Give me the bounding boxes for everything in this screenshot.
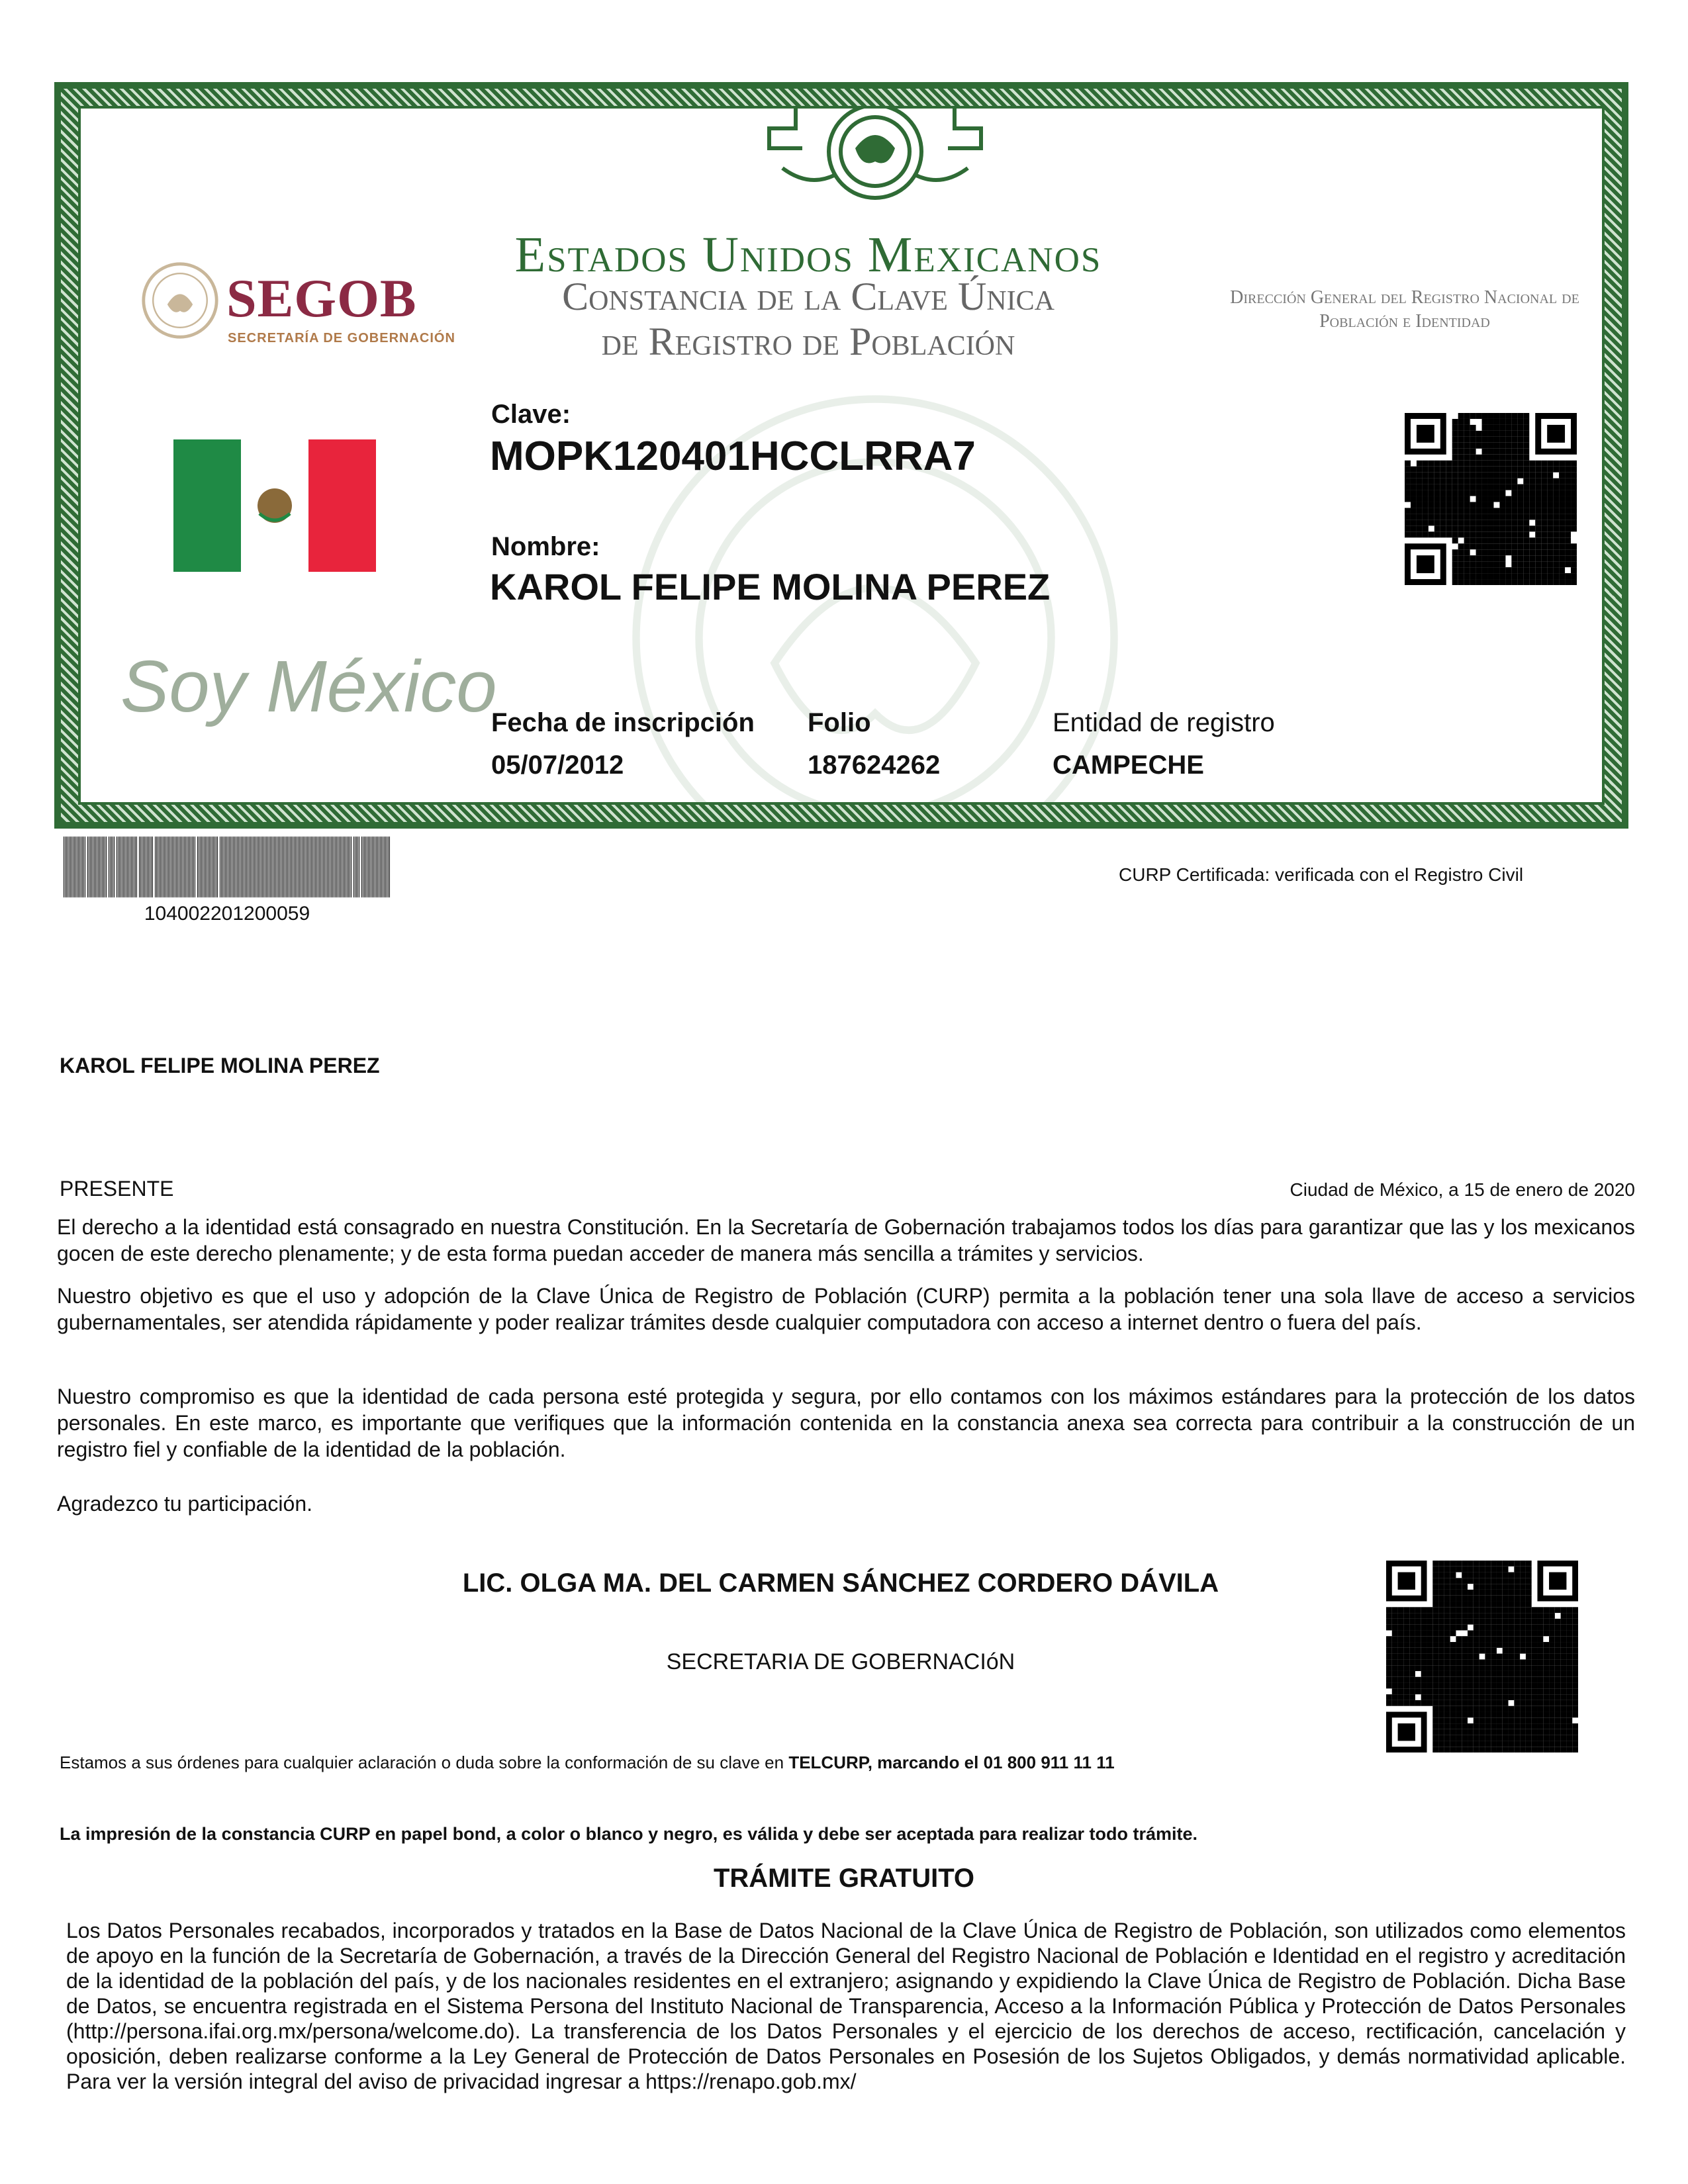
certificate-body bbox=[78, 106, 1605, 805]
country-title: Estados Unidos Mexicanos bbox=[514, 227, 1102, 283]
fecha-inscripcion-value: 05/07/2012 bbox=[491, 751, 624, 780]
directorate-name: Dirección General del Registro Nacional de Población e Identidad bbox=[1230, 287, 1579, 332]
segob-logo-name: SEGOB bbox=[226, 268, 417, 328]
letter-place-date: Ciudad de México, a 15 de enero de 2020 bbox=[1289, 1179, 1635, 1200]
signer-name: LIC. OLGA MA. DEL CARMEN SÁNCHEZ CORDERO DÁVILA bbox=[462, 1569, 1219, 1598]
qr-code-icon bbox=[1405, 413, 1577, 585]
barcode-icon bbox=[64, 837, 391, 897]
letter-paragraph-2: Nuestro objetivo es que el uso y adopción de la Clave Única de Registro de Población (CURP) permita a la población tener una sola llave de acceso a servicios gubernamentales, ser atendida rápidamente y poder realizar trámites desde cualquier computadora con acceso a internet dentro o fuera del país. bbox=[57, 1284, 1635, 1334]
document-title-line2: de Registro de Población bbox=[601, 320, 1015, 363]
document-title-line1: Constancia de la Clave Única bbox=[562, 275, 1055, 318]
letter-paragraph-1: El derecho a la identidad está consagrado en nuestra Constitución. En la Secretaría de Gobernación trabajamos todos los días para garantizar que las y los mexicanos gocen de este derecho plenamente; y de esta forma puedan acceder de manera más sencilla a trámites y servicios. bbox=[57, 1215, 1635, 1265]
soy-mexico-slogan: Soy México bbox=[120, 646, 497, 727]
nombre-label: Nombre: bbox=[491, 532, 600, 561]
segob-logo-subtitle: SECRETARÍA DE GOBERNACIÓN bbox=[228, 331, 455, 345]
curp-certified-note: CURP Certificada: verificada con el Registro Civil bbox=[1119, 864, 1524, 885]
entidad-registro-label: Entidad de registro bbox=[1053, 708, 1275, 737]
tramite-gratuito-heading: TRÁMITE GRATUITO bbox=[713, 1864, 975, 1893]
contact-prefix: Estamos a sus órdenes para cualquier aclaración o duda sobre la conformación de su clave en bbox=[60, 1752, 789, 1772]
barcode-number: 104002201200059 bbox=[144, 903, 310, 925]
mexican-flag-icon bbox=[173, 439, 376, 572]
privacy-notice: Los Datos Personales recabados, incorporados y tratados en la Base de Datos Nacional de la Clave Única de Registro de Población, son utilizados como elementos de apoyo en la función de la Secretaría de Gobernación, a través de la Dirección General del Registro Nacional de Población e Identidad en el registro y acreditación de la identidad de la población del país, y de los nacionales residentes en el extranjero; asignando y expidiendo la Clave Única de Registro de Población. Dicha Base de Datos, se encuentra registrada en el Sistema Persona del Instituto Nacional de Transparencia, Acceso a la Información Pública y Protección de Datos Personales (http://persona.ifai.org.mx/persona/welcome.do). La transferencia de los Datos Personales y el ejercicio de los derechos de acceso, rectificación, cancelación y oposición, deben realizarse conforme a la Ley General de Protección de Datos Personales en Posesión de los Sujetos Obligados, y demás normatividad aplicable. Para ver la versión integral del aviso de privacidad ingresar a https://renapo.gob.mx/ bbox=[66, 1919, 1626, 2093]
letter-paragraph-4: Agradezco tu participación. bbox=[57, 1492, 312, 1516]
segob-seal-icon bbox=[140, 261, 220, 340]
clave-value: MOPK120401HCCLRRA7 bbox=[490, 433, 976, 479]
letter-paragraph-3: Nuestro compromiso es que la identidad de cada persona esté protegida y segura, por ello contamos con los máximos estándares para la protección de los datos personales. En este marco, es importante que verifiques que la información contenida en la constancia anexa sea correcta para contribuir a la construcción de un registro fiel y confiable de la identidad de la población. bbox=[57, 1385, 1635, 1461]
national-coat-of-arms-icon bbox=[743, 106, 1008, 221]
letter-presente: PRESENTE bbox=[60, 1177, 174, 1201]
entidad-registro-value: CAMPECHE bbox=[1053, 751, 1204, 780]
folio-value: 187624262 bbox=[808, 751, 941, 780]
print-validity-note: La impresión de la constancia CURP en papel bond, a color o blanco y negro, es válida y debe ser aceptada para realizar todo trámite. bbox=[60, 1824, 1198, 1844]
qr-code-icon bbox=[1386, 1561, 1578, 1752]
clave-label: Clave: bbox=[491, 400, 571, 429]
nombre-value: KAROL FELIPE MOLINA PEREZ bbox=[490, 566, 1051, 608]
contact-telcurp: TELCURP, marcando el 01 800 911 11 11 bbox=[788, 1752, 1115, 1772]
folio-label: Folio bbox=[808, 708, 871, 737]
signer-role: SECRETARIA DE GOBERNACIóN bbox=[666, 1649, 1015, 1674]
curp-certificate bbox=[54, 82, 1628, 829]
letter-addressee: KAROL FELIPE MOLINA PEREZ bbox=[60, 1054, 380, 1077]
fecha-inscripcion-label: Fecha de inscripción bbox=[491, 708, 755, 737]
contact-line bbox=[60, 1752, 1115, 1773]
